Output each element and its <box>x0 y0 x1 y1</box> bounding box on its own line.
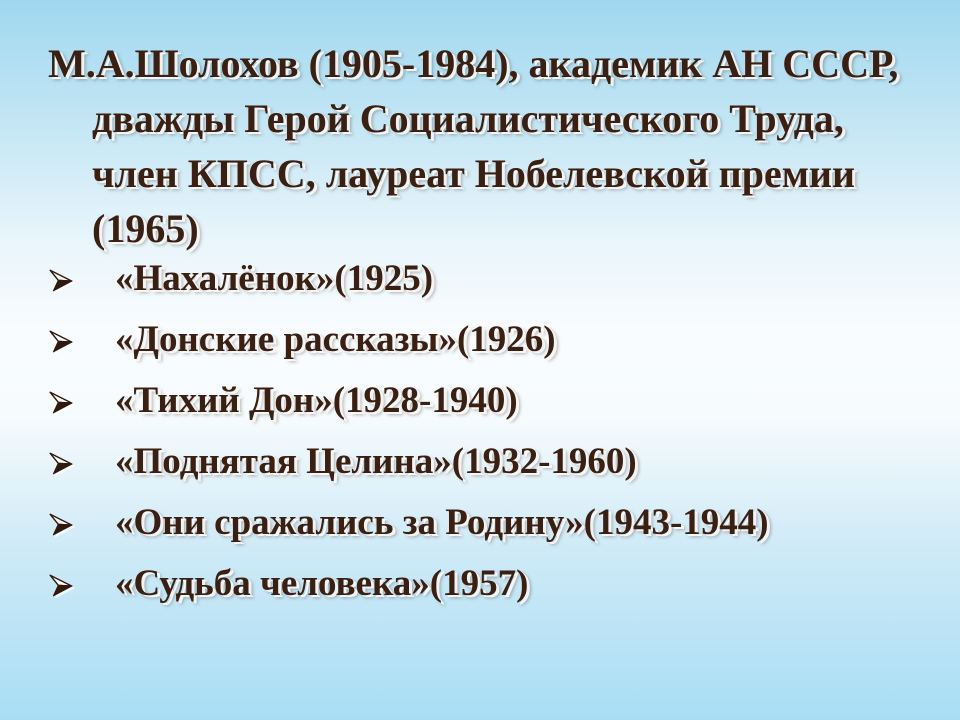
list-item <box>48 553 940 614</box>
work-title: «Нахалёнок»(1925) <box>115 257 434 299</box>
work-title: «Они сражались за Родину»(1943-1944) <box>115 501 769 543</box>
3d-arrowhead-right-icon <box>48 267 78 293</box>
work-title: «Тихий Дон»(1928-1940) <box>115 379 518 421</box>
work-title: «Поднятая Целина»(1932-1960) <box>115 440 637 482</box>
work-title: «Донские рассказы»(1926) <box>115 318 556 360</box>
list-item <box>48 492 940 553</box>
3d-arrowhead-right-icon <box>48 328 78 354</box>
list-item <box>48 431 940 492</box>
list-item <box>48 370 940 431</box>
slide-title-line: дважды Герой Социалистического Труда, <box>92 96 844 141</box>
slide-title-line: член КПСС, лауреат Нобелевской премии <box>92 151 856 196</box>
works-list <box>48 248 940 614</box>
slide-title-line: (1965) <box>92 206 199 251</box>
list-item <box>48 248 940 309</box>
work-title: «Судьба человека»(1957) <box>115 562 529 604</box>
3d-arrowhead-right-icon <box>48 450 78 476</box>
slide-title <box>48 36 948 256</box>
3d-arrowhead-right-icon <box>48 511 78 537</box>
3d-arrowhead-right-icon <box>48 572 78 598</box>
list-item <box>48 309 940 370</box>
slide-title-line: М.А.Шолохов (1905-1984), академик АН СССР, <box>48 41 899 86</box>
3d-arrowhead-right-icon <box>48 389 78 415</box>
